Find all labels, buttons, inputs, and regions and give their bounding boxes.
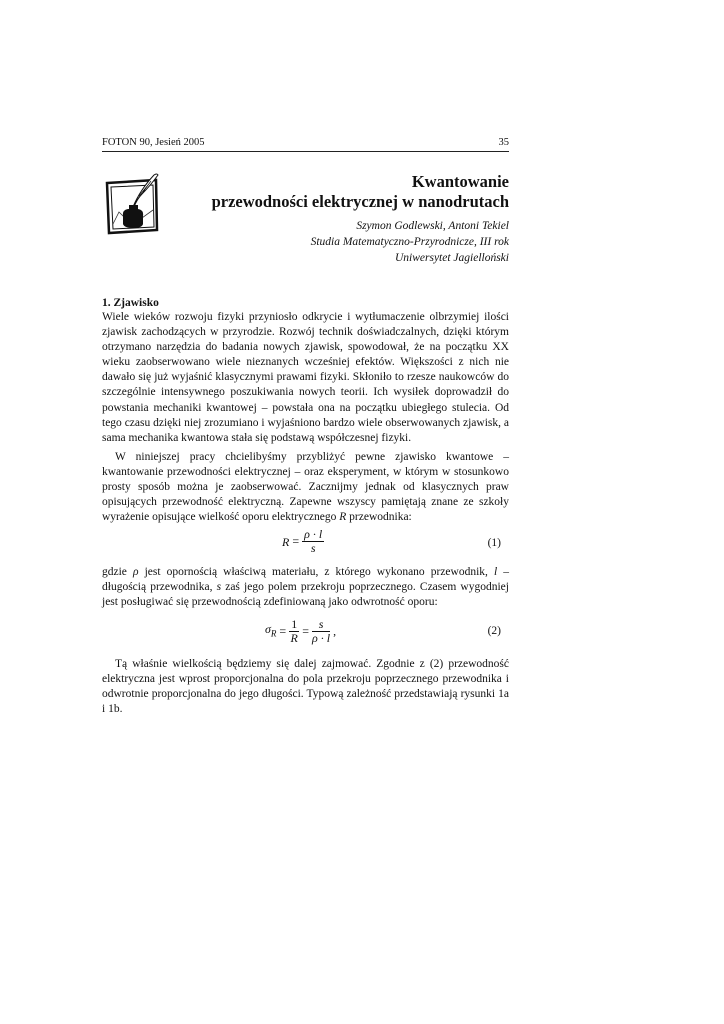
- paragraph-1: Wiele wieków rozwoju fizyki przyniosło odkrycie i wytłumaczenie olbrzymiej ilości zjawisk zachodzących w przyrodzie. Rozwój technik doświadczalnych, dzięki którym otrzymano narzędzia do badania nowych zjawisk, spowodował, że na początku XX wieku zaobserwowano wiele nieznanych wcześniej efektów. Większości z nich nie dawało się już wyjaśnić klasycznymi prawami fizyki. Skłoniło to rzesze naukowców do szczególnie intensywnego poszukiwania nowych teorii. Ich wysiłek doprowadził do powstania mechaniki kwantowej – powstała ona na początku ubiegłego stulecia. Od tego czasu dzięki niej zrozumiano i wyjaśniono bardzo wiele obserwowanych zjawisk, a sama mechanika kwantowa stała się podstawą współczesnej fizyki.: [102, 311, 509, 444]
- symbol-l: l: [493, 566, 498, 578]
- fraction-numerator: 1: [291, 616, 298, 631]
- equation-2-comma: ,: [333, 623, 337, 638]
- paragraph-3: [102, 565, 509, 610]
- author-names: Szymon Godlewski, Antoni Tekiel: [356, 220, 509, 232]
- section-heading: 1. Zjawisko: [102, 297, 159, 309]
- equation-2-fraction-1: [289, 618, 299, 645]
- equals-sign: =: [302, 623, 309, 638]
- symbol-s: s: [216, 581, 222, 594]
- fraction-numerator: ρ · l: [304, 527, 323, 541]
- equals-sign: =: [292, 534, 300, 548]
- symbol-R: R: [339, 511, 347, 524]
- equation-1-fraction: [302, 528, 324, 555]
- page-number: 35: [498, 137, 509, 148]
- paragraph-2: [102, 450, 509, 525]
- equation-1-body: [282, 528, 324, 555]
- paragraph-3-text-c: – długością przewodnika,: [102, 566, 510, 594]
- paragraph-3-text-d: zaś jego polem przekroju poprzecznego. Czasem wygodniej jest posługiwać się przewodnością zdefiniowaną jako odwrotność oporu:: [102, 581, 509, 609]
- fraction-denominator: s: [310, 541, 316, 555]
- running-header: [102, 137, 509, 152]
- fraction-denominator: R: [290, 630, 298, 645]
- fraction-numerator: s: [312, 618, 330, 632]
- equation-2-body: [265, 616, 336, 646]
- equation-1-number: (1): [487, 537, 501, 549]
- author-program: Studia Matematyczno-Przyrodnicze, III rok: [310, 236, 509, 248]
- paragraph-2-tail: przewodnika:: [346, 511, 412, 524]
- symbol-rho: ρ: [132, 566, 139, 578]
- issue-info: 90, Jesień 2005: [136, 137, 205, 148]
- equation-2-number: (2): [487, 625, 501, 637]
- journal-name-rest: OTON: [107, 137, 137, 148]
- journal-issue: [102, 137, 205, 149]
- article-title-line-1: Kwantowanie: [411, 172, 509, 191]
- author-block: [149, 218, 509, 266]
- paragraph-4: Tą właśnie wielkością będziemy się dalej zajmować. Zgodnie z (2) przewodność elektryczna jest wprost proporcjonalna do pola przekroju poprzecznego przewodnika i odwrotnie proporcjonalna do jego długości. Typową zależność przedstawiają rysunki 1a i 1b.: [102, 658, 509, 716]
- article-title-line-2: przewodności elektrycznej w nanodrutach: [211, 192, 509, 211]
- paragraph-3-text-b: jest opornością właściwą materiału, z którego wykonano przewodnik,: [138, 566, 494, 578]
- fraction-denominator: ρ · l: [311, 630, 331, 645]
- journal-name-initial: F: [102, 137, 108, 148]
- paragraph-2-text: W niniejszej pracy chcielibyśmy przybliżyć pewne zjawisko kwantowe – kwantowanie przewodności elektrycznej – oraz eksperyment, w którym w stosunkowo prosty sposób można je zaobserwować. Zacznijmy jednak od klasycznych praw opisujących przewodność elektryczną. Zapewne wszyscy pamiętają znane ze szkoły wyrażenie opisujące wielkość oporu elektrycznego: [102, 451, 509, 524]
- symbol-sigma: σ: [265, 622, 271, 636]
- equals-sign: =: [279, 623, 287, 638]
- equation-2: [102, 616, 509, 648]
- equation-1: [102, 528, 509, 560]
- paragraph-3-text-a: gdzie: [102, 566, 133, 578]
- equation-2-lhs: [265, 616, 276, 646]
- equation-1-lhs: R: [282, 534, 290, 549]
- article-title-block: [149, 172, 509, 266]
- equation-2-fraction-2: [312, 618, 330, 645]
- journal-page: [102, 0, 509, 1024]
- subscript-R: R: [270, 628, 277, 639]
- author-university: Uniwersytet Jagielloński: [394, 252, 509, 264]
